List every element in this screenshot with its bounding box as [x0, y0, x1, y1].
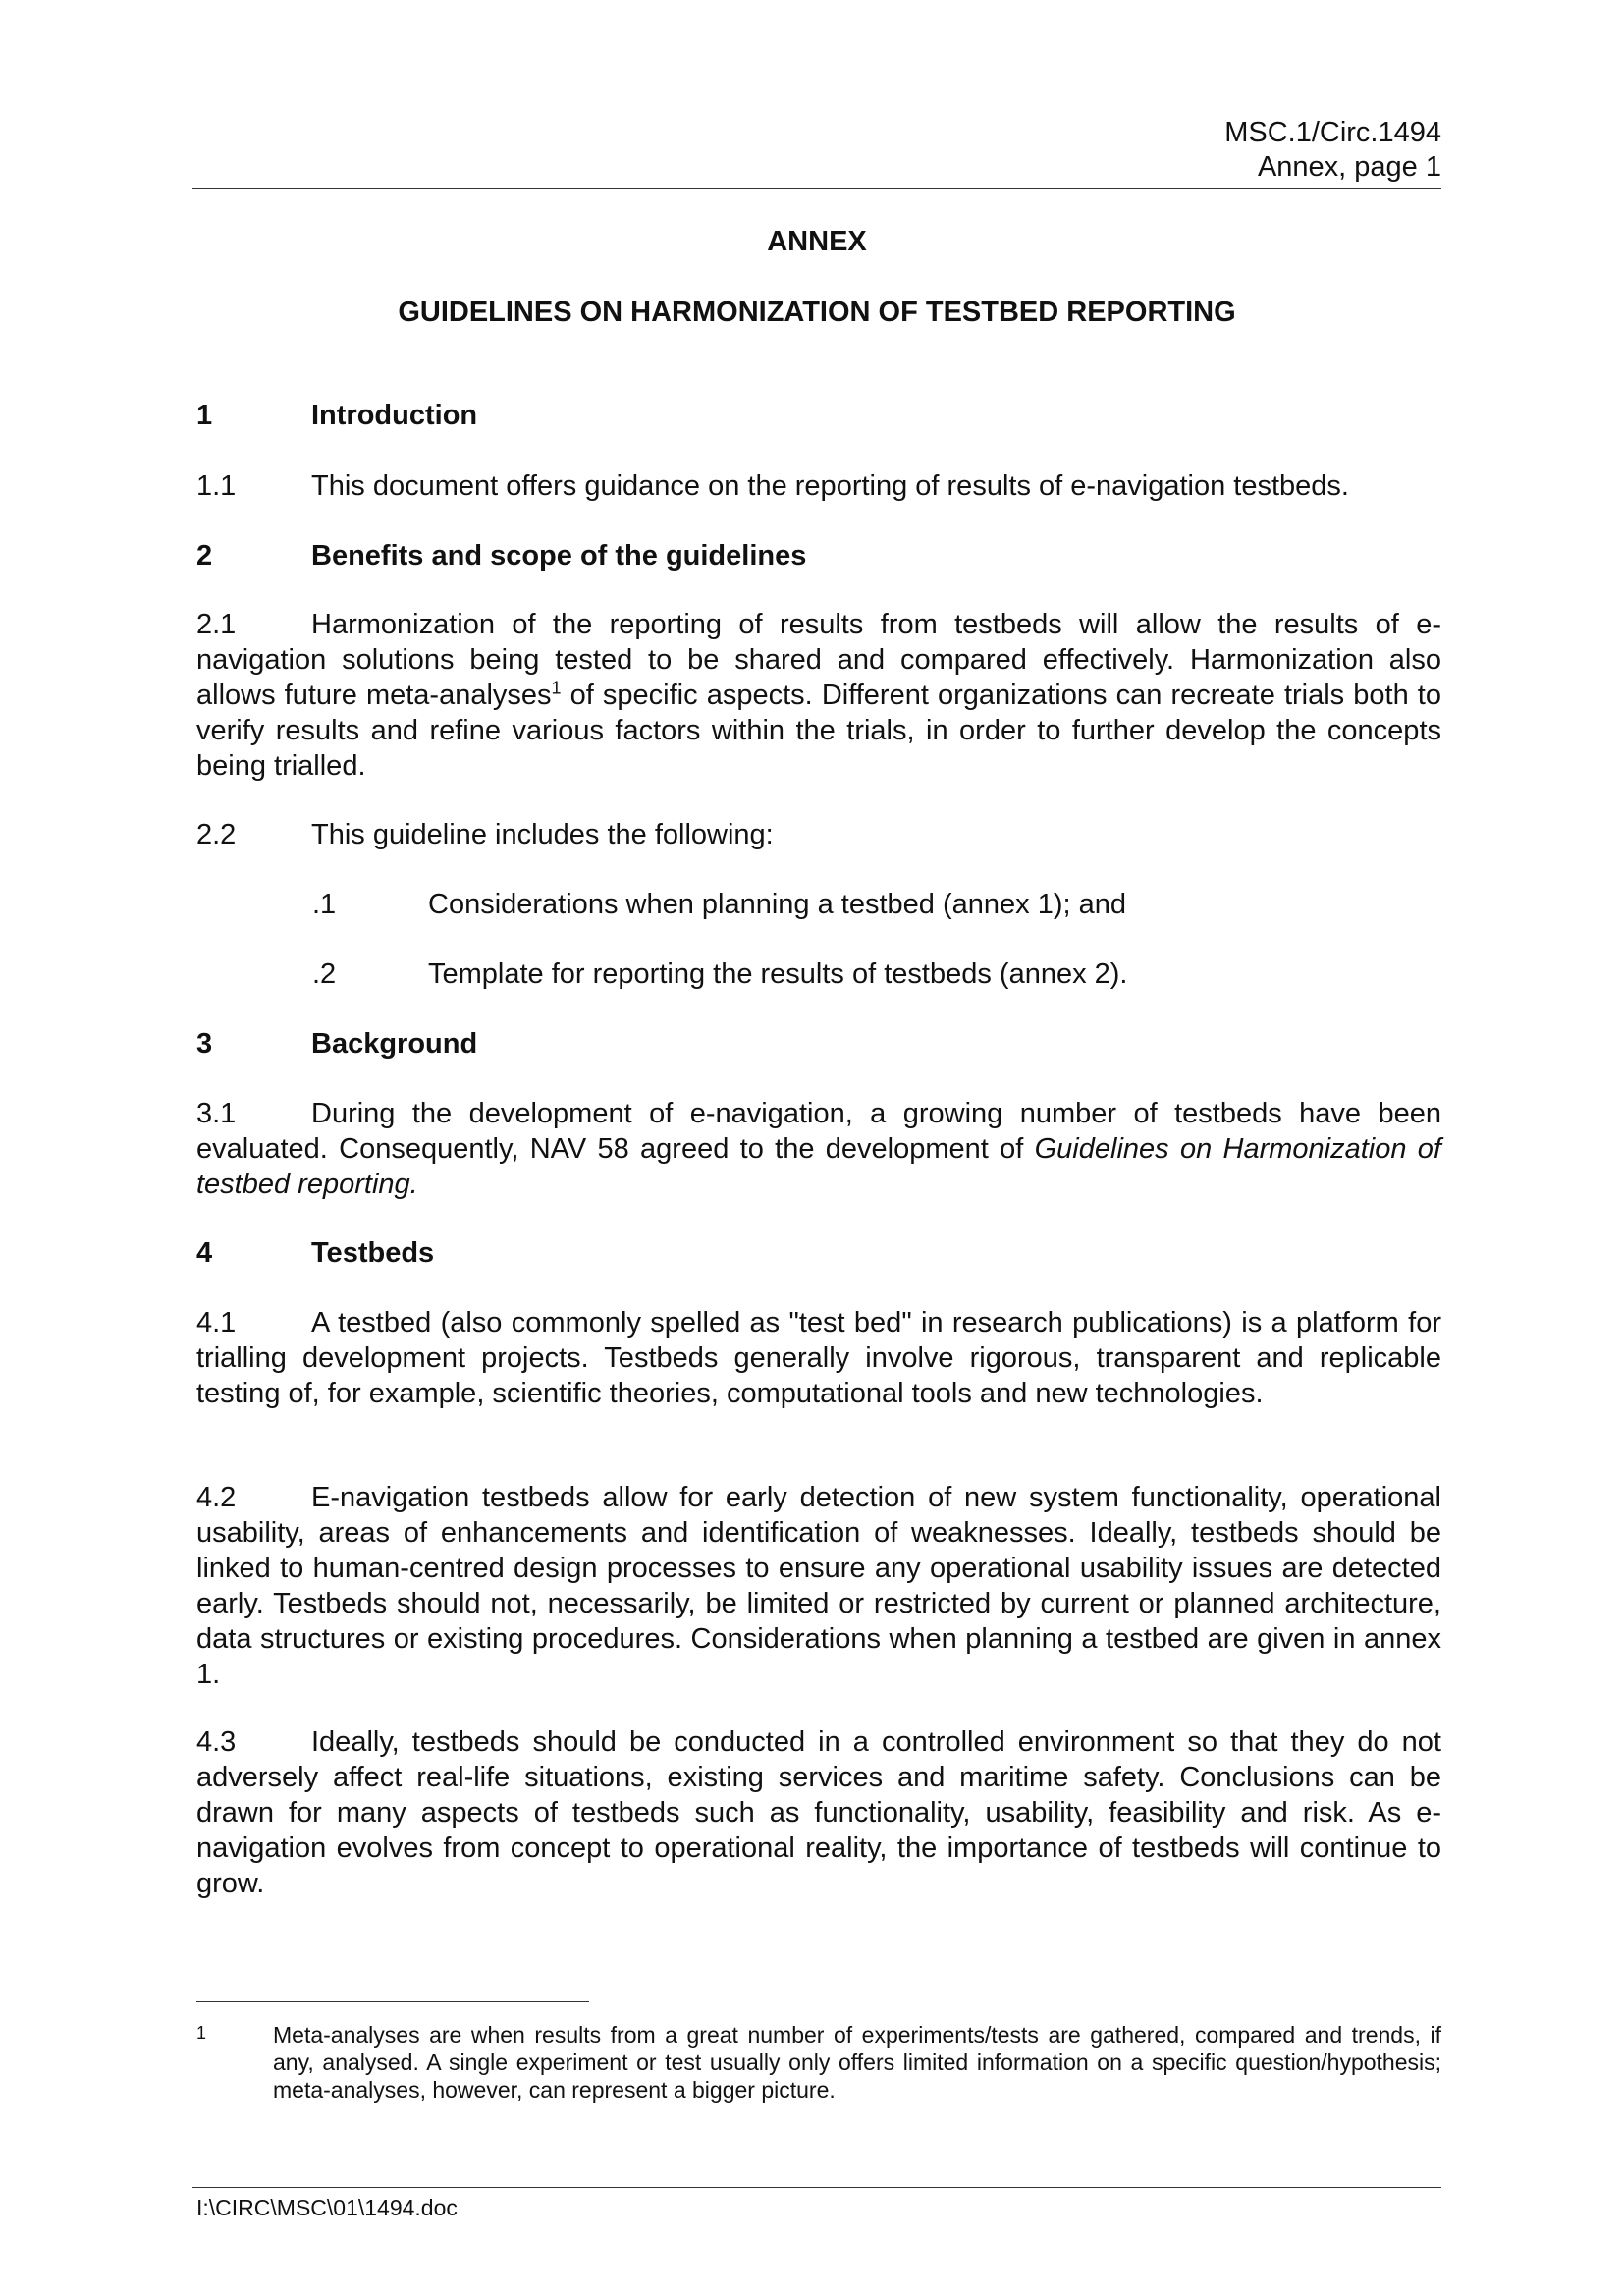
paragraph-2-1: 2.1 Harmonization of the reporting of results from testbeds will allow the results of e-navigation solutions being tested to be shared and compared effectively. Harmonization also allows future meta-analyses$^1$ of specific aspects. Different organizations can recreate trials both to verify results and refine various factors within the trials, in order to further develop the concepts being trialled.	[196, 609, 1441, 782]
paragraph-4-1: 4.1 A testbed (also commonly spelled as "test bed" in research publications) is a platform for trialling development projects. Testbeds generally involve rigorous, transparent and replicable testing of, for example, scientific theories, computational tools and new technologies.	[196, 1307, 1441, 1409]
header-divider	[192, 188, 1441, 189]
document-page: MSC.1/Circ.1494 Annex, page 1 ANNEX GUIDELINES ON HARMONIZATION OF TESTBED REPORTING 1 Introduction 1.1 This document offers guidance on the reporting of results of e-navigation testbeds. 2 Benefits and scope of the guidelines 2.1 Harmonization of the reporting of results from testbeds will allow the results of e-navigation solutions being tested to be shared and compared effectively. Harmonization also allows future meta-analyses$^1$ of specific aspects. Different organizations can recreate trials both to verify results and refine various factors within the trials, in order to further develop the concepts being trialled. 2.2 This guideline includes the following: .1 Considerations when planning a testbed (annex 1); and .2 Template for reporting the results of testbeds (annex 2). 3 Background 3.1 During the development of e-navigation, a growing number of testbeds have been evaluated. Consequently, NAV 58 agreed to the development of Guidelines on Harmonization of testbed reporting. 4 Testbeds 4.1 A testbed (also commonly spelled as "test bed" in research publications) is a platform for trialling development projects. Testbeds generally involve rigorous, transparent and replicable testing of, for example, scientific theories, computational tools and new technologies. 4.2 E-navigation testbeds allow for early detection of new system functionality, operational usability, areas of enhancements and identification of weaknesses. Ideally, testbeds should be linked to human-centred design processes to ensure any operational usability issues are detected early. Testbeds should not, necessarily, be limited or restricted by current or planned architecture, data structures or existing procedures. Considerations when planning a testbed are given in annex 1. 4.3 Ideally, testbeds should be conducted in a controlled environment so that they do not adversely affect real-life situations, existing services and maritime safety. Conclusions can be drawn for many aspects of testbeds such as functionality, usability, feasibility and risk. As e-navigation evolves from concept to operational reality, the importance of testbeds will continue to grow. 1 Meta-analyses are when results from a great number of experiments/tests are gathered, compared and trends, if any, analysed. A single experiment or test usually only offers limited information on a specific question/hypothesis; meta-analyses, however, can represent a bigger picture. I:\CIRC\MSC\01\1494.doc	[0, 0, 1623, 2296]
page-header	[192, 116, 1441, 185]
annex-title: ANNEX	[767, 226, 867, 257]
paragraph-3-1: 3.1 During the development of e-navigation, a growing number of testbeds have been evaluated. Consequently, NAV 58 agreed to the development of Guidelines on Harmonization of testbed reporting.	[196, 1098, 1441, 1200]
paragraph-4-2: 4.2 E-navigation testbeds allow for early detection of new system functionality, operational usability, areas of enhancements and identification of weaknesses. Ideally, testbeds should be linked to human-centred design processes to ensure any operational usability issues are detected early. Testbeds should not, necessarily, be limited or restricted by current or planned architecture, data structures or existing procedures. Considerations when planning a testbed are given in annex 1.	[196, 1482, 1441, 1690]
doc-id: MSC.1/Circ.1494	[1224, 117, 1441, 148]
page-ref: Annex, page 1	[1257, 151, 1441, 183]
footer-path: I:\CIRC\MSC\01\1494.doc	[196, 2195, 458, 2220]
footer-divider	[192, 2187, 1441, 2188]
footnote-divider	[196, 2001, 589, 2002]
main-title: GUIDELINES ON HARMONIZATION OF TESTBED REPORTING	[398, 297, 1236, 328]
paragraph-4-3: 4.3 Ideally, testbeds should be conducted in a controlled environment so that they do not adversely affect real-life situations, existing services and maritime safety. Conclusions can be drawn for many aspects of testbeds such as functionality, usability, feasibility and risk. As e-navigation evolves from concept to operational reality, the importance of testbeds will continue to grow.	[196, 1726, 1441, 1899]
footnote-ref: 1	[551, 678, 562, 698]
